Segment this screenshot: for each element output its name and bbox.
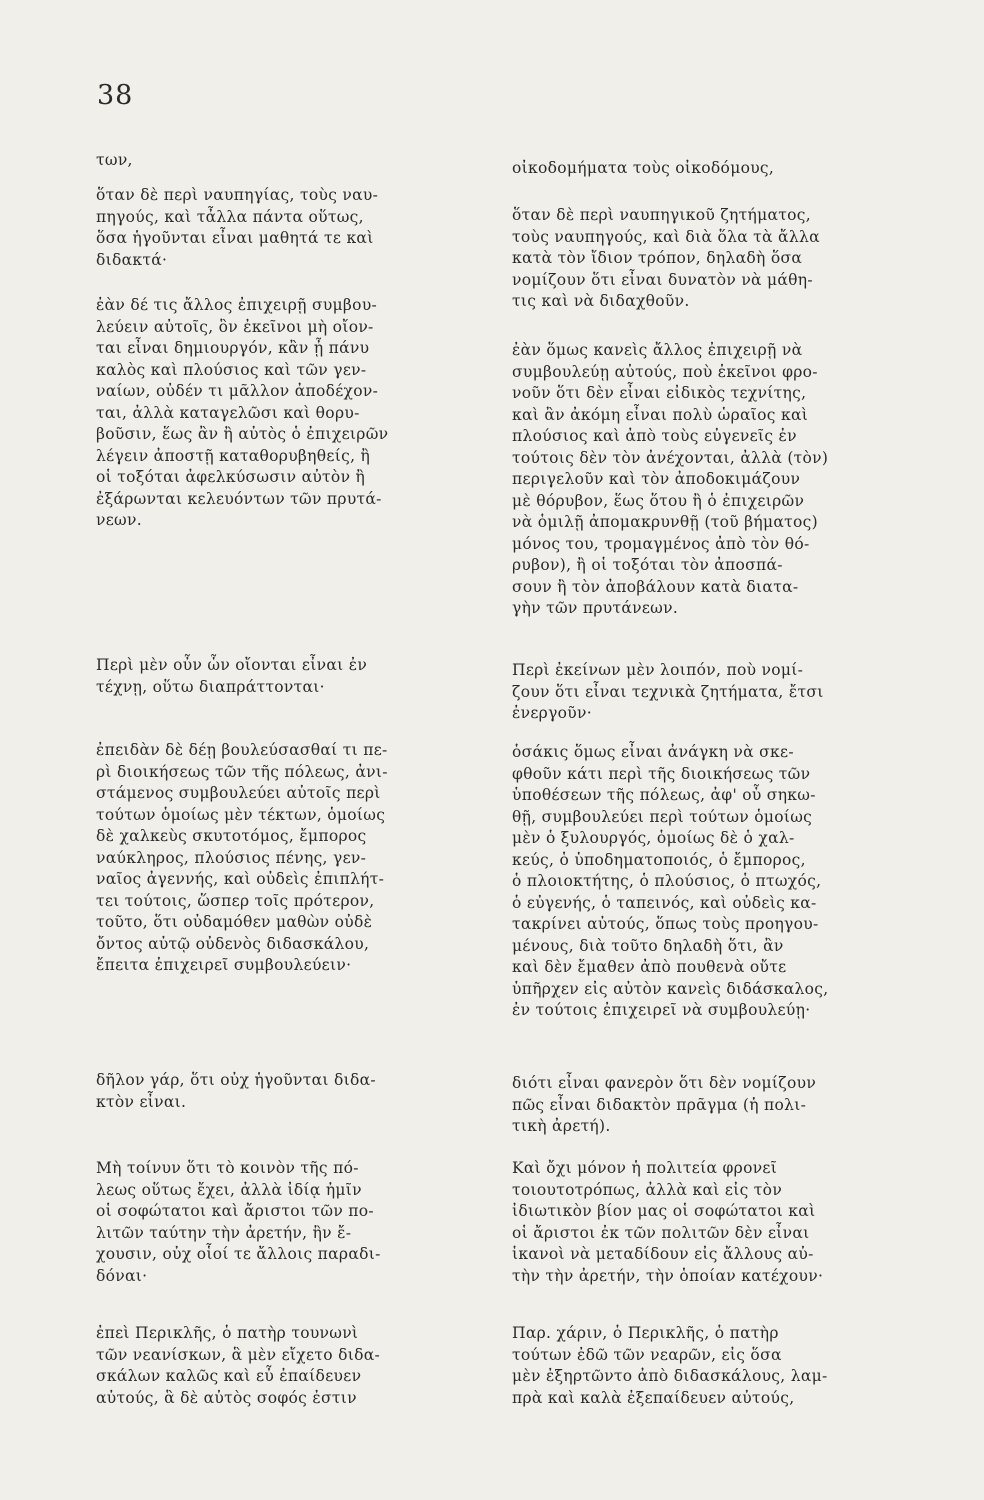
- text-line: ἐὰν ὅμως κανεὶς ἄλλος ἐπιχειρῇ νὰ: [512, 341, 803, 359]
- text-line: οἰκοδομήματα τοὺς οἰκοδόμους,: [512, 159, 775, 177]
- text-line: ναίων, οὐδέν τι μᾶλλον ἀποδέχον-: [96, 382, 379, 400]
- paragraph: [512, 340, 890, 620]
- text-line: ἐὰν δέ τις ἄλλος ἐπιχειρῇ συμβου-: [96, 296, 378, 314]
- text-line: πῶς εἶναι διδακτὸν πρᾶγμα (ἡ πολι-: [512, 1095, 807, 1114]
- text-line: νὰ ὁμιλῇ ἀπομακρυνθῇ (τοῦ βήματος): [512, 513, 818, 531]
- text-line: διδακτά·: [96, 250, 168, 269]
- paragraph: [512, 158, 890, 180]
- paragraph: [512, 660, 890, 725]
- text-line: ὅταν δὲ περὶ ναυπηγικοῦ ζητήματος,: [512, 206, 811, 224]
- paragraph: [512, 742, 890, 1022]
- text-line: πηγούς, καὶ τἆλλα πάντα οὕτως,: [96, 207, 364, 226]
- text-line: λέγειν ἀποστῇ καταθορυβηθείς, ἢ: [96, 446, 371, 465]
- text-line: μὲν ἐξηρτῶντο ἀπὸ διδασκάλους, λαμ-: [512, 1367, 828, 1385]
- text-line: Καὶ ὄχι μόνον ἡ πολιτεία φρονεῖ: [512, 1159, 778, 1177]
- text-line: ἐξάρωνται κελευόντων τῶν πρυτά-: [96, 489, 382, 508]
- text-line: συμβουλεύῃ αὐτούς, ποὺ ἐκεῖνοι φρο-: [512, 362, 818, 381]
- paragraph: [512, 1158, 890, 1287]
- text-line: ὑπῆρχεν εἰς αὐτὸν κανεὶς διδάσκαλος,: [512, 979, 829, 998]
- paragraph: [96, 655, 466, 698]
- text-line: ρυβον), ἢ οἱ τοξόται τὸν ἀποσπά-: [512, 556, 783, 574]
- text-line: ναῖος ἀγεννής, καὶ οὐδεὶς ἐπιπλήτ-: [96, 870, 385, 888]
- text-line: Μὴ τοίνυν ὅτι τὸ κοινὸν τῆς πό-: [96, 1159, 359, 1177]
- text-line: κεύς, ὁ ὑποδηματοποιός, ὁ ἔμπορος,: [512, 850, 806, 869]
- text-line: κατὰ τὸν ἴδιον τρόπον, δηλαδὴ ὅσα: [512, 249, 803, 267]
- text-line: τούτοις δὲν τὸν ἀνέχονται, ἀλλὰ (τὸν): [512, 448, 829, 467]
- text-line: καὶ δὲν ἔμαθεν ἀπὸ πουθενὰ οὔτε: [512, 958, 787, 976]
- text-line: τῶν νεανίσκων, ἃ μὲν εἴχετο διδα-: [96, 1345, 381, 1364]
- text-line: δῆλον γάρ, ὅτι οὐχ ἡγοῦνται διδα-: [96, 1071, 376, 1089]
- text-line: τοὺς ναυπηγούς, καὶ διὰ ὅλα τὰ ἄλλα: [512, 227, 820, 246]
- text-line: Παρ. χάριν, ὁ Περικλῆς, ὁ πατὴρ: [512, 1324, 779, 1342]
- text-line: θῇ, συμβουλεύει περὶ τούτων ὁμοίως: [512, 807, 813, 826]
- text-line: ἐπειδὰν δὲ δέῃ βουλεύσασθαί τι πε-: [96, 741, 388, 759]
- text-line: πλούσιος καὶ ἀπὸ τοὺς εὐγενεῖς ἐν: [512, 427, 797, 445]
- text-line: Περὶ ἐκείνων μὲν λοιπόν, ποὺ νομί-: [512, 661, 804, 679]
- text-line: κτὸν εἶναι.: [96, 1092, 187, 1111]
- text-line: μὲν ὁ ξυλουργός, ὁμοίως δὲ ὁ χαλ-: [512, 829, 795, 847]
- text-line: νοῦν ὅτι δὲν εἶναι εἰδικὸς τεχνίτης,: [512, 384, 807, 402]
- text-line: ὁσάκις ὅμως εἶναι ἀνάγκη νὰ σκε-: [512, 743, 794, 761]
- text-line: σουν ἢ τὸν ἀποβάλουν κατὰ διατα-: [512, 577, 799, 596]
- text-line: χουσιν, οὐχ οἷοί τε ἄλλοις παραδι-: [96, 1245, 381, 1263]
- text-line: τούτων ὁμοίως μὲν τέκτων, ὁμοίως: [96, 805, 386, 824]
- text-line: ὑποθέσεων τῆς πόλεως, ἀφ' οὗ σηκω-: [512, 786, 816, 804]
- text-line: τούτων ἐδῶ τῶν νεαρῶν, εἰς ὅσα: [512, 1345, 782, 1364]
- text-line: λεως οὕτως ἔχει, ἀλλὰ ἰδίᾳ ἡμῖν: [96, 1180, 362, 1199]
- paragraph: [512, 205, 890, 313]
- text-line: τὴν τὴν ἀρετήν, τὴν ὁποίαν κατέχουν·: [512, 1266, 824, 1285]
- text-line: δὲ χαλκεὺς σκυτοτόμος, ἔμπορος: [96, 827, 367, 845]
- text-line: αὐτούς, ἃ δὲ αὐτὸς σοφός ἐστιν: [96, 1388, 357, 1407]
- text-line: τακρίνει αὐτούς, ὅπως τοὺς προηγου-: [512, 915, 819, 933]
- text-line: τικὴ ἀρετή).: [512, 1117, 611, 1135]
- text-line: τει τούτοις, ὥσπερ τοῖς πρότερον,: [96, 891, 375, 910]
- text-line: των,: [96, 151, 133, 169]
- text-line: μόνος του, τρομαγμένος ἀπὸ τὸν θό-: [512, 534, 810, 553]
- text-line: δόναι·: [96, 1266, 148, 1285]
- text-line: πρὰ καὶ καλὰ ἐξεπαίδευεν αὐτούς,: [512, 1388, 795, 1407]
- text-line: περιγελοῦν καὶ τὸν ἀποδοκιμάζουν: [512, 470, 801, 488]
- text-line: τοιουτοτρόπως, ἀλλὰ καὶ εἰς τὸν: [512, 1180, 783, 1199]
- text-line: σκάλων καλῶς καὶ εὖ ἐπαίδευεν: [96, 1367, 362, 1385]
- paragraph: [96, 1158, 466, 1287]
- text-line: ἰδιωτικὸν βίον μας οἱ σοφώτατοι καὶ: [512, 1202, 816, 1220]
- text-line: ναύκληρος, πλούσιος πένης, γεν-: [96, 848, 367, 867]
- text-line: φθοῦν κάτι περὶ τῆς διοικήσεως τῶν: [512, 764, 811, 783]
- text-line: ὅσα ἡγοῦνται εἶναι μαθητά τε καὶ: [96, 229, 374, 247]
- text-line: ὁ πλοιοκτήτης, ὁ πλούσιος, ὁ πτωχός,: [512, 872, 822, 890]
- text-line: ὁ εὐγενής, ὁ ταπεινός, καὶ οὐδεὶς κα-: [512, 893, 817, 912]
- text-line: οἱ ἄριστοι ἐκ τῶν πολιτῶν δὲν εἶναι: [512, 1223, 810, 1242]
- text-line: γὴν τῶν πρυτάνεων.: [512, 599, 679, 617]
- text-line: ἐπεὶ Περικλῆς, ὁ πατὴρ τουνωνὶ: [96, 1324, 359, 1342]
- text-line: ἐν τούτοις ἐπιχειρεῖ νὰ συμβουλεύῃ·: [512, 1001, 811, 1019]
- text-line: ἔπειτα ἐπιχειρεῖ συμβουλεύειν·: [96, 956, 352, 974]
- text-line: οἱ τοξόται ἀφελκύσωσιν αὐτὸν ἢ: [96, 468, 366, 486]
- text-line: τέχνῃ, οὕτω διαπράττονται·: [96, 677, 325, 696]
- text-line: Περὶ μὲν οὖν ὧν οἴονται εἶναι ἐν: [96, 656, 368, 674]
- paragraph: [96, 150, 466, 172]
- paragraph: [96, 295, 466, 532]
- text-line: ται εἶναι δημιουργόν, κἂν ᾖ πάνυ: [96, 339, 370, 357]
- paragraph: [96, 1323, 466, 1409]
- text-line: καλὸς καὶ πλούσιος καὶ τῶν γεν-: [96, 360, 367, 379]
- text-line: νομίζουν ὅτι εἶναι δυνατὸν νὰ μάθη-: [512, 270, 813, 289]
- text-line: τις καὶ νὰ διδαχθοῦν.: [512, 292, 690, 310]
- text-line: στάμενος συμβουλεύει αὐτοῖς περὶ: [96, 784, 381, 802]
- text-line: νεων.: [96, 511, 142, 529]
- text-line: ὅταν δὲ περὶ ναυπηγίας, τοὺς ναυ-: [96, 186, 379, 204]
- text-line: ται, ἀλλὰ καταγελῶσι καὶ θορυ-: [96, 403, 360, 422]
- paragraph: [96, 1070, 466, 1113]
- text-line: ζουν ὅτι εἶναι τεχνικὰ ζητήματα, ἔτσι: [512, 682, 824, 701]
- paragraph: [96, 740, 466, 977]
- text-line: τοῦτο, ὅτι οὐδαμόθεν μαθὼν οὐδὲ: [96, 913, 373, 931]
- text-line: ρὶ διοικήσεως τῶν τῆς πόλεως, ἀνι-: [96, 762, 388, 781]
- text-line: μὲ θόρυβον, ἕως ὅτου ἢ ὁ ἐπιχειρῶν: [512, 491, 805, 510]
- text-line: βοῦσιν, ἕως ἂν ἢ αὐτὸς ὁ ἐπιχειρῶν: [96, 425, 389, 443]
- paragraph: [512, 1073, 890, 1138]
- text-line: ἐνεργοῦν·: [512, 704, 592, 722]
- text-line: διότι εἶναι φανερὸν ὅτι δὲν νομίζουν: [512, 1074, 817, 1092]
- page-number: 38: [97, 80, 134, 111]
- paragraph: [96, 185, 466, 271]
- text-line: ἱκανοὶ νὰ μεταδίδουν εἰς ἄλλους αὐ-: [512, 1245, 814, 1263]
- text-line: λιτῶν ταύτην τὴν ἀρετήν, ἣν ἔ-: [96, 1223, 352, 1242]
- text-line: λεύειν αὐτοῖς, ὃν ἐκεῖνοι μὴ οἴον-: [96, 317, 374, 336]
- text-line: οἱ σοφώτατοι καὶ ἄριστοι τῶν πο-: [96, 1202, 374, 1220]
- text-line: μένους, διὰ τοῦτο δηλαδὴ ὅτι, ἂν: [512, 936, 784, 955]
- paragraph: [512, 1323, 890, 1409]
- text-line: καὶ ἂν ἀκόμη εἶναι πολὺ ὡραῖος καὶ: [512, 405, 809, 424]
- text-line: ὄντος αὐτῷ οὐδενὸς διδασκάλου,: [96, 934, 370, 953]
